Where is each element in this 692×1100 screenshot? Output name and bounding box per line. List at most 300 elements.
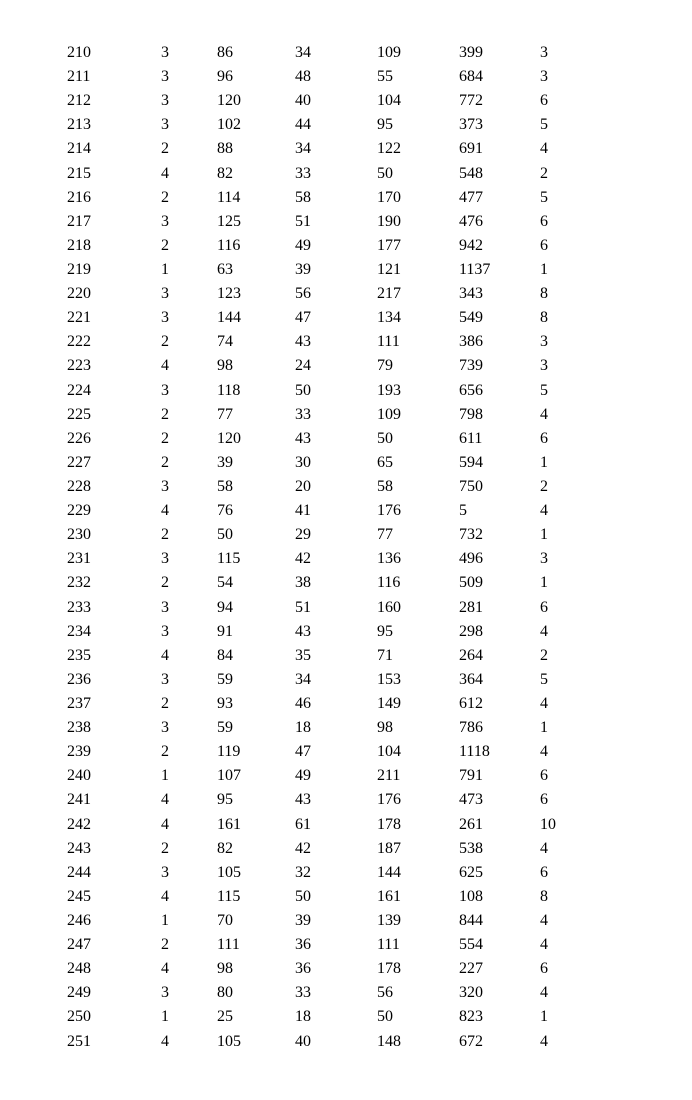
table-cell: 48: [295, 68, 311, 86]
table-cell: 79: [377, 357, 393, 375]
table-cell: 221: [67, 309, 91, 327]
table-cell: 230: [67, 526, 91, 544]
table-cell: 20: [295, 478, 311, 496]
table-cell: 3: [161, 116, 169, 134]
table-cell: 210: [67, 44, 91, 62]
table-cell: 50: [295, 887, 311, 905]
table-row: [0, 620, 630, 644]
table-cell: 250: [67, 1008, 91, 1026]
table-cell: 473: [459, 791, 483, 809]
table-cell: 844: [459, 911, 483, 929]
table-cell: 2: [161, 188, 169, 206]
table-cell: 38: [295, 574, 311, 592]
table-cell: 108: [459, 887, 483, 905]
table-cell: 1137: [459, 261, 491, 279]
table-cell: 2: [540, 164, 548, 182]
table-cell: 249: [67, 984, 91, 1002]
table-cell: 5: [540, 381, 548, 399]
table-cell: 691: [459, 140, 483, 158]
table-cell: 611: [459, 429, 483, 447]
table-cell: 8: [540, 285, 548, 303]
table-row: [0, 571, 630, 595]
table-cell: 4: [540, 140, 548, 158]
table-cell: 3: [161, 719, 169, 737]
table-cell: 43: [295, 791, 311, 809]
table-cell: 95: [377, 116, 393, 134]
table-cell: 111: [217, 936, 240, 954]
table-row: [0, 981, 630, 1005]
table-cell: 25: [217, 1008, 233, 1026]
table-cell: 47: [295, 743, 311, 761]
table-row: [0, 137, 630, 161]
row-spacer: [0, 668, 67, 692]
table-cell: 4: [161, 887, 169, 905]
table-cell: 119: [217, 743, 241, 761]
table-cell: 95: [377, 622, 393, 640]
table-row: [0, 89, 630, 113]
table-cell: 554: [459, 936, 483, 954]
table-row: [0, 933, 630, 957]
table-cell: 111: [377, 936, 400, 954]
table-cell: 96: [217, 68, 233, 86]
table-cell: 5: [540, 188, 548, 206]
table-cell: 217: [377, 285, 401, 303]
table-cell: 3: [161, 212, 169, 230]
row-spacer: [0, 379, 67, 403]
table-cell: 50: [377, 164, 393, 182]
table-cell: 218: [67, 236, 91, 254]
table-cell: 6: [540, 960, 548, 978]
table-cell: 144: [217, 309, 241, 327]
table-cell: 227: [67, 453, 91, 471]
table-cell: 63: [217, 261, 233, 279]
table-cell: 49: [295, 767, 311, 785]
table-cell: 3: [161, 670, 169, 688]
table-row: [0, 764, 630, 788]
table-cell: 772: [459, 92, 483, 110]
row-spacer: [0, 1029, 67, 1053]
row-spacer: [0, 89, 67, 113]
table-cell: 4: [161, 646, 169, 664]
table-cell: 1: [540, 574, 548, 592]
table-row: [0, 162, 630, 186]
table-cell: 58: [295, 188, 311, 206]
table-cell: 43: [295, 429, 311, 447]
table-cell: 39: [217, 453, 233, 471]
table-cell: 214: [67, 140, 91, 158]
table-cell: 98: [217, 960, 233, 978]
table-row: [0, 427, 630, 451]
table-cell: 107: [217, 767, 241, 785]
row-spacer: [0, 1005, 67, 1029]
table-row: [0, 837, 630, 861]
table-cell: 1: [540, 1008, 548, 1026]
table-cell: 225: [67, 405, 91, 423]
table-cell: 215: [67, 164, 91, 182]
table-cell: 4: [540, 1032, 548, 1050]
table-cell: 50: [377, 429, 393, 447]
table-cell: 6: [540, 429, 548, 447]
table-cell: 4: [161, 502, 169, 520]
table-cell: 213: [67, 116, 91, 134]
table-cell: 116: [217, 236, 241, 254]
table-cell: 46: [295, 695, 311, 712]
table-cell: 74: [217, 333, 233, 351]
table-cell: 6: [540, 236, 548, 254]
table-cell: 2: [161, 526, 169, 544]
table-cell: 50: [377, 1008, 393, 1026]
table-cell: 139: [377, 911, 401, 929]
table-cell: 42: [295, 550, 311, 568]
table-row: [0, 885, 630, 909]
table-cell: 144: [377, 863, 401, 881]
table-cell: 120: [217, 92, 241, 110]
table-cell: 56: [295, 285, 311, 303]
table-row: [0, 596, 630, 620]
table-cell: 105: [217, 1032, 241, 1050]
row-spacer: [0, 788, 67, 812]
row-spacer: [0, 258, 67, 282]
table-row: [0, 330, 630, 354]
table-cell: 261: [459, 815, 483, 833]
table-cell: 2: [161, 743, 169, 761]
table-cell: 4: [540, 622, 548, 640]
table-cell: 5: [540, 116, 548, 134]
table-cell: 58: [217, 478, 233, 496]
table-cell: 823: [459, 1008, 483, 1026]
table-cell: 109: [377, 44, 401, 62]
table-cell: 41: [295, 502, 311, 520]
table-cell: 177: [377, 236, 401, 254]
table-cell: 3: [540, 44, 548, 62]
table-cell: 30: [295, 453, 311, 471]
table-cell: 4: [540, 743, 548, 761]
table-cell: 24: [295, 357, 311, 375]
table-cell: 3: [161, 622, 169, 640]
row-spacer: [0, 113, 67, 137]
table-cell: 239: [67, 743, 91, 761]
table-row: [0, 210, 630, 234]
table-cell: 237: [67, 695, 91, 712]
row-spacer: [0, 137, 67, 161]
table-cell: 612: [459, 695, 483, 712]
table-cell: 233: [67, 598, 91, 616]
table-row: [0, 258, 630, 282]
table-row: [0, 788, 630, 812]
table-cell: 2: [161, 405, 169, 423]
table-row: [0, 644, 630, 668]
table-cell: 34: [295, 140, 311, 158]
table-cell: 125: [217, 212, 241, 230]
table-cell: 32: [295, 863, 311, 881]
row-spacer: [0, 234, 67, 258]
table-cell: 43: [295, 333, 311, 351]
table-cell: 134: [377, 309, 401, 327]
table-cell: 234: [67, 622, 91, 640]
table-cell: 160: [377, 598, 401, 616]
table-row: [0, 547, 630, 571]
table-cell: 3: [540, 550, 548, 568]
table-cell: 77: [377, 526, 393, 544]
table-cell: 153: [377, 670, 401, 688]
table-cell: 8: [540, 887, 548, 905]
table-cell: 2: [540, 646, 548, 664]
table-cell: 10: [540, 815, 556, 833]
table-cell: 1: [161, 767, 169, 785]
row-spacer: [0, 837, 67, 861]
table-row: [0, 861, 630, 885]
table-cell: 238: [67, 719, 91, 737]
table-cell: 672: [459, 1032, 483, 1050]
table-cell: 216: [67, 188, 91, 206]
row-spacer: [0, 499, 67, 523]
table-row: [0, 41, 630, 65]
table-cell: 1118: [459, 743, 490, 761]
table-cell: 4: [540, 936, 548, 954]
table-cell: 244: [67, 863, 91, 881]
table-cell: 594: [459, 453, 483, 471]
row-spacer: [0, 644, 67, 668]
table-cell: 298: [459, 622, 483, 640]
table-cell: 4: [540, 695, 548, 712]
table-cell: 2: [161, 333, 169, 351]
table-cell: 178: [377, 960, 401, 978]
table-cell: 6: [540, 212, 548, 230]
row-spacer: [0, 764, 67, 788]
table-cell: 549: [459, 309, 483, 327]
table-row: [0, 668, 630, 692]
table-cell: 115: [217, 887, 241, 905]
table-cell: 211: [67, 68, 91, 86]
table-cell: 70: [217, 911, 233, 929]
table-cell: 121: [377, 261, 401, 279]
table-cell: 798: [459, 405, 483, 423]
table-cell: 3: [540, 333, 548, 351]
table-cell: 2: [161, 429, 169, 447]
table-cell: 33: [295, 164, 311, 182]
row-spacer: [0, 740, 67, 764]
table-cell: 42: [295, 839, 311, 857]
row-spacer: [0, 523, 67, 547]
row-spacer: [0, 571, 67, 595]
table-cell: 4: [540, 984, 548, 1002]
table-cell: 104: [377, 743, 401, 761]
table-cell: 343: [459, 285, 483, 303]
table-cell: 2: [161, 695, 169, 712]
table-cell: 3: [161, 478, 169, 496]
row-spacer: [0, 162, 67, 186]
table-cell: 59: [217, 670, 233, 688]
table-cell: 6: [540, 598, 548, 616]
table-cell: 35: [295, 646, 311, 664]
table-cell: 2: [161, 839, 169, 857]
table-cell: 228: [67, 478, 91, 496]
row-spacer: [0, 692, 67, 716]
row-spacer: [0, 403, 67, 427]
table-cell: 399: [459, 44, 483, 62]
table-cell: 109: [377, 405, 401, 423]
table-row: [0, 909, 630, 933]
table-cell: 55: [377, 68, 393, 86]
table-cell: 33: [295, 405, 311, 423]
row-spacer: [0, 861, 67, 885]
row-spacer: [0, 65, 67, 89]
table-cell: 148: [377, 1032, 401, 1050]
row-spacer: [0, 909, 67, 933]
table-cell: 386: [459, 333, 483, 351]
table-row: [0, 354, 630, 378]
table-cell: 77: [217, 405, 233, 423]
table-cell: 1: [161, 911, 169, 929]
table-cell: 118: [217, 381, 241, 399]
table-cell: 3: [540, 68, 548, 86]
table-row: [0, 1005, 630, 1029]
table-cell: 88: [217, 140, 233, 158]
table-cell: 58: [377, 478, 393, 496]
table-cell: 187: [377, 839, 401, 857]
table-cell: 243: [67, 839, 91, 857]
row-spacer: [0, 41, 67, 65]
row-spacer: [0, 282, 67, 306]
table-cell: 240: [67, 767, 91, 785]
table-row: [0, 475, 630, 499]
row-spacer: [0, 306, 67, 330]
table-row: [0, 234, 630, 258]
table-cell: 4: [540, 911, 548, 929]
table-cell: 2: [161, 936, 169, 954]
table-cell: 40: [295, 92, 311, 110]
table-cell: 732: [459, 526, 483, 544]
table-cell: 236: [67, 670, 91, 688]
row-spacer: [0, 981, 67, 1005]
table-cell: 4: [540, 405, 548, 423]
table-cell: 123: [217, 285, 241, 303]
row-spacer: [0, 620, 67, 644]
table-cell: 750: [459, 478, 483, 496]
table-cell: 217: [67, 212, 91, 230]
table-cell: 364: [459, 670, 483, 688]
table-cell: 5: [540, 670, 548, 688]
table-cell: 246: [67, 911, 91, 929]
table-cell: 65: [377, 453, 393, 471]
table-cell: 18: [295, 719, 311, 737]
table-cell: 40: [295, 1032, 311, 1050]
table-cell: 84: [217, 646, 233, 664]
table-cell: 320: [459, 984, 483, 1002]
table-cell: 93: [217, 695, 233, 712]
table-cell: 3: [161, 984, 169, 1002]
table-cell: 223: [67, 357, 91, 375]
table-cell: 227: [459, 960, 483, 978]
table-cell: 34: [295, 670, 311, 688]
table-cell: 4: [161, 164, 169, 182]
table-cell: 95: [217, 791, 233, 809]
table-cell: 176: [377, 502, 401, 520]
table-cell: 6: [540, 791, 548, 809]
table-cell: 476: [459, 212, 483, 230]
table-cell: 224: [67, 381, 91, 399]
table-cell: 36: [295, 960, 311, 978]
table-cell: 4: [161, 960, 169, 978]
table-cell: 281: [459, 598, 483, 616]
table-cell: 176: [377, 791, 401, 809]
table-cell: 1: [540, 453, 548, 471]
table-cell: 120: [217, 429, 241, 447]
row-spacer: [0, 427, 67, 451]
table-cell: 1: [161, 1008, 169, 1026]
table-cell: 2: [161, 140, 169, 158]
table-cell: 190: [377, 212, 401, 230]
table-cell: 71: [377, 646, 393, 664]
table-cell: 8: [540, 309, 548, 327]
table-cell: 80: [217, 984, 233, 1002]
table-row: [0, 186, 630, 210]
table-cell: 211: [377, 767, 401, 785]
row-spacer: [0, 186, 67, 210]
table-cell: 161: [377, 887, 401, 905]
table-cell: 51: [295, 598, 311, 616]
row-spacer: [0, 451, 67, 475]
table-cell: 2: [540, 478, 548, 496]
table-row: [0, 740, 630, 764]
table-cell: 3: [161, 863, 169, 881]
table-row: [0, 716, 630, 740]
table-cell: 161: [217, 815, 241, 833]
row-spacer: [0, 885, 67, 909]
table-cell: 4: [161, 791, 169, 809]
table-cell: 36: [295, 936, 311, 954]
table-row: [0, 65, 630, 89]
row-spacer: [0, 813, 67, 837]
table-cell: 509: [459, 574, 483, 592]
row-spacer: [0, 354, 67, 378]
table-cell: 116: [377, 574, 401, 592]
table-row: [0, 813, 630, 837]
table-cell: 4: [161, 357, 169, 375]
table-row: [0, 692, 630, 716]
table-row: [0, 379, 630, 403]
table-cell: 1: [540, 526, 548, 544]
table-cell: 102: [217, 116, 241, 134]
table-cell: 82: [217, 839, 233, 857]
table-cell: 477: [459, 188, 483, 206]
data-table: [0, 41, 630, 1054]
table-cell: 114: [217, 188, 241, 206]
row-spacer: [0, 547, 67, 571]
table-cell: 229: [67, 502, 91, 520]
table-cell: 786: [459, 719, 483, 737]
table-cell: 3: [161, 92, 169, 110]
table-cell: 2: [161, 574, 169, 592]
table-cell: 247: [67, 936, 91, 954]
table-cell: 59: [217, 719, 233, 737]
row-spacer: [0, 475, 67, 499]
table-cell: 47: [295, 309, 311, 327]
table-cell: 373: [459, 116, 483, 134]
table-cell: 264: [459, 646, 483, 664]
table-row: [0, 499, 630, 523]
table-cell: 1: [540, 719, 548, 737]
table-cell: 235: [67, 646, 91, 664]
table-body: [0, 41, 630, 1054]
table-cell: 538: [459, 839, 483, 857]
table-cell: 4: [540, 502, 548, 520]
table-cell: 111: [377, 333, 400, 351]
table-cell: 39: [295, 261, 311, 279]
table-cell: 18: [295, 1008, 311, 1026]
table-cell: 6: [540, 767, 548, 785]
table-cell: 226: [67, 429, 91, 447]
